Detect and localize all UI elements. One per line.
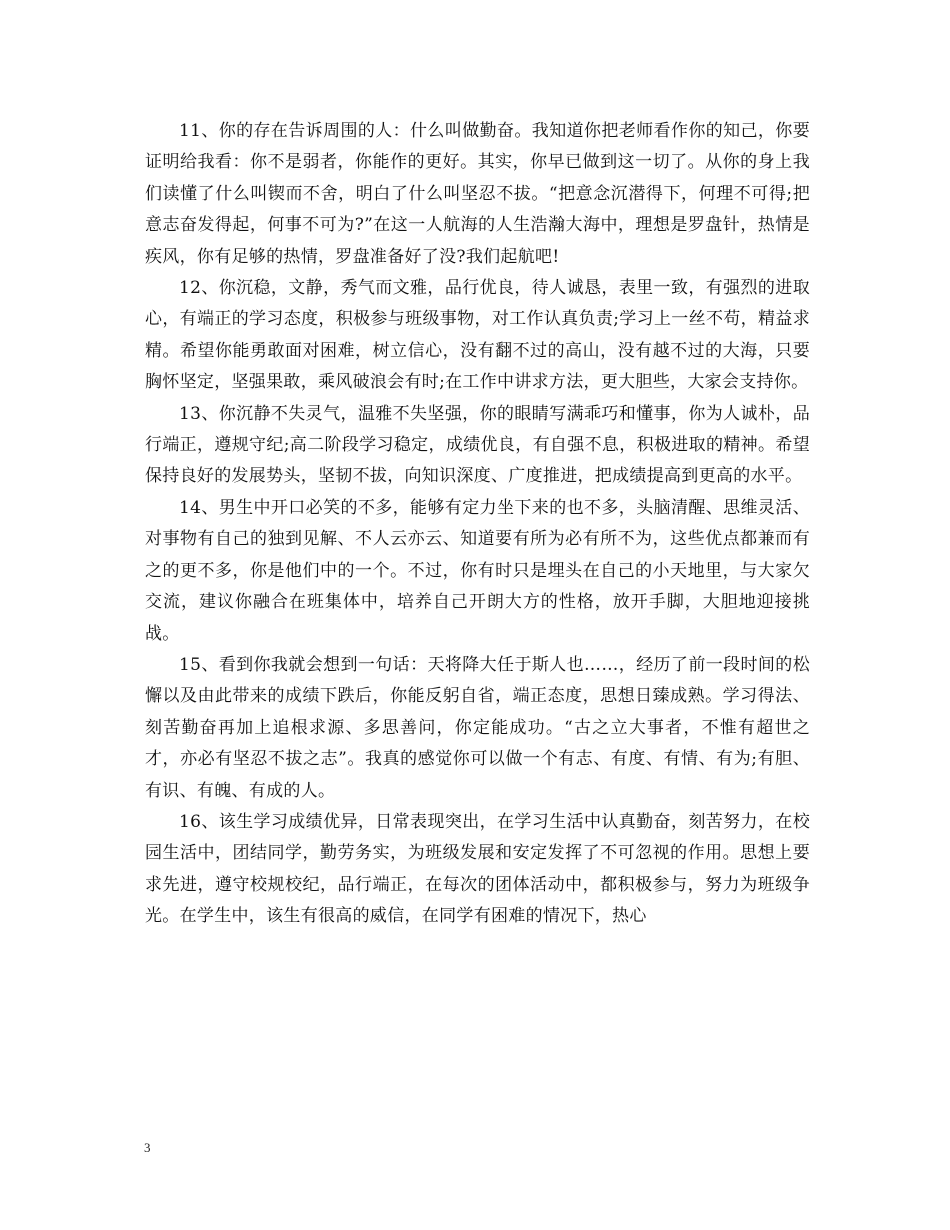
paragraph-12: 12、你沉稳，文静，秀气而文雅，品行优良，待人诚恳，表里一致，有强烈的进取心，有端正的学习态度，积极参与班级事物，对工作认真负责;学习上一丝不苟，精益求精。希望你能勇敢面对困难，树立信心，没有翻不过的高山，没有越不过的大海，只要胸怀坚定，坚强果敢，乘风破浪会有时;在工作中讲求方法，更大胆些，大家会支持你。 bbox=[145, 278, 810, 393]
page-number: 3 bbox=[144, 1140, 151, 1155]
paragraph-15: 15、看到你我就会想到一句话：天将降大任于斯人也……，经历了前一段时间的松懈以及由此带来的成绩下跌后，你能反躬自省，端正态度，思想日臻成熟。学习得法、刻苦勤奋再加上追根求源、多思善问，你定能成功。“古之立大事者，不惟有超世之才，亦必有坚忍不拔之志”。我真的感觉你可以做一个有志、有度、有情、有为;有胆、有识、有魄、有成的人。 bbox=[145, 654, 810, 801]
paragraph-14: 14、男生中开口必笑的不多，能够有定力坐下来的也不多，头脑清醒、思维灵活、对事物有自己的独到见解、不人云亦云、知道要有所为必有所不为，这些优点都兼而有之的更不多，你是他们中的一个。不过，你有时只是埋头在自己的小天地里，与大家欠交流，建议你融合在班集体中，培养自己开朗大方的性格，放开手脚，大胆地迎接挑战。 bbox=[145, 497, 810, 644]
document-body bbox=[145, 116, 810, 933]
paragraph-13: 13、你沉静不失灵气，温雅不失坚强，你的眼睛写满乖巧和懂事，你为人诚朴，品行端正，遵规守纪;高二阶段学习稳定，成绩优良，有自强不息，积极进取的精神。希望保持良好的发展势头，坚韧不拔，向知识深度、广度推进，把成绩提高到更高的水平。 bbox=[145, 403, 810, 487]
paragraph-16: 16、该生学习成绩优异，日常表现突出，在学习生活中认真勤奋，刻苦努力，在校园生活中，团结同学，勤劳务实，为班级发展和安定发挥了不可忽视的作用。思想上要求先进，遵守校规校纪，品行端正，在每次的团体活动中，都积极参与，努力为班级争光。在学生中，该生有很高的威信，在同学有困难的情况下，热心 bbox=[145, 811, 810, 927]
paragraph-11: 11、你的存在告诉周围的人：什么叫做勤奋。我知道你把老师看作你的知己，你要证明给我看：你不是弱者，你能作的更好。其实，你早已做到这一切了。从你的身上我们读懂了什么叫锲而不舍，明白了什么叫坚忍不拔。“把意念沉潜得下，何理不可得;把意志奋发得起，何事不可为?”在这一人航海的人生浩瀚大海中，理想是罗盘针，热情是疾风，你有足够的热情，罗盘准备好了没?我们起航吧! bbox=[145, 121, 810, 267]
